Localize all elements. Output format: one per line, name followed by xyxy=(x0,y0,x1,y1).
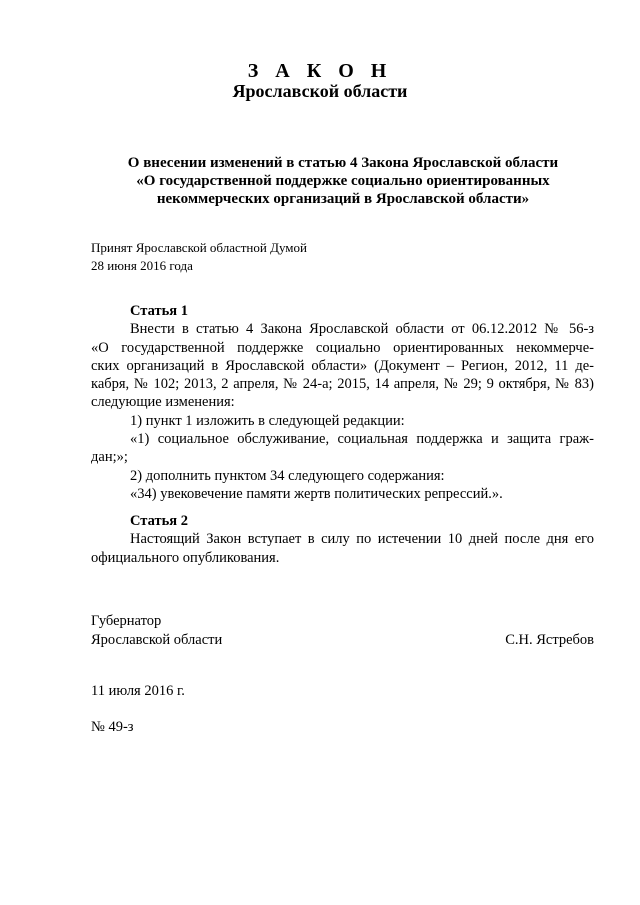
article-2-line: официального опубликования. xyxy=(91,549,280,566)
adoption-date: 28 июня 2016 года xyxy=(91,258,193,273)
signer-region: Ярославской области xyxy=(91,632,223,648)
article-1-line: «34) увековечение памяти жертв политических репрессий.». xyxy=(130,485,503,502)
article-1-line: 2) дополнить пунктом 34 следующего содержания: xyxy=(130,467,445,484)
signer-name: С.Н. Ястребов xyxy=(505,632,594,648)
law-name-line: О внесении изменений в статью 4 Закона Ярославской области xyxy=(127,155,559,171)
article-1-line: ских организаций в Ярославской области» (Документ – Регион, 2012, 11 де- xyxy=(91,357,594,374)
article-1-line: дан;»; xyxy=(91,449,128,466)
article-1-line: Внести в статью 4 Закона Ярославской области от 06.12.2012 № 56-з xyxy=(130,321,594,338)
article-1-heading: Статья 1 xyxy=(130,303,188,319)
document-title: З А К О Н xyxy=(247,60,393,82)
adoption-info xyxy=(91,239,307,275)
article-1-line: «О государственной поддержке социально ориентированных некоммерче- xyxy=(91,339,594,356)
adoption-body: Принят Ярославской областной Думой xyxy=(91,240,307,255)
signature-row xyxy=(91,631,594,650)
article-1-line: «1) социальное обслуживание, социальная поддержка и защита граж- xyxy=(130,431,594,448)
law-number: № 49-з xyxy=(91,719,134,735)
article-2-heading: Статья 2 xyxy=(130,513,188,529)
article-1 xyxy=(91,302,594,503)
article-1-line: кабря, № 102; 2013, 2 апреля, № 24-а; 2015, 14 апреля, № 29; 9 октября, № 83) xyxy=(91,376,594,393)
law-name-line: некоммерческих организаций в Ярославской области» xyxy=(156,191,530,207)
article-1-line: следующие изменения: xyxy=(91,394,235,411)
law-name xyxy=(80,154,606,208)
article-1-line: 1) пункт 1 изложить в следующей редакции: xyxy=(130,412,405,429)
document-subtitle: Ярославской области xyxy=(232,81,408,101)
signer-position: Губернатор xyxy=(91,613,162,629)
article-2-line: Настоящий Закон вступает в силу по истечении 10 дней после дня его xyxy=(130,531,594,548)
law-name-line: «О государственной поддержке социально ориентированных xyxy=(136,173,550,189)
signature-block xyxy=(91,612,594,650)
signing-date: 11 июля 2016 г. xyxy=(91,683,185,699)
article-2 xyxy=(91,512,594,567)
